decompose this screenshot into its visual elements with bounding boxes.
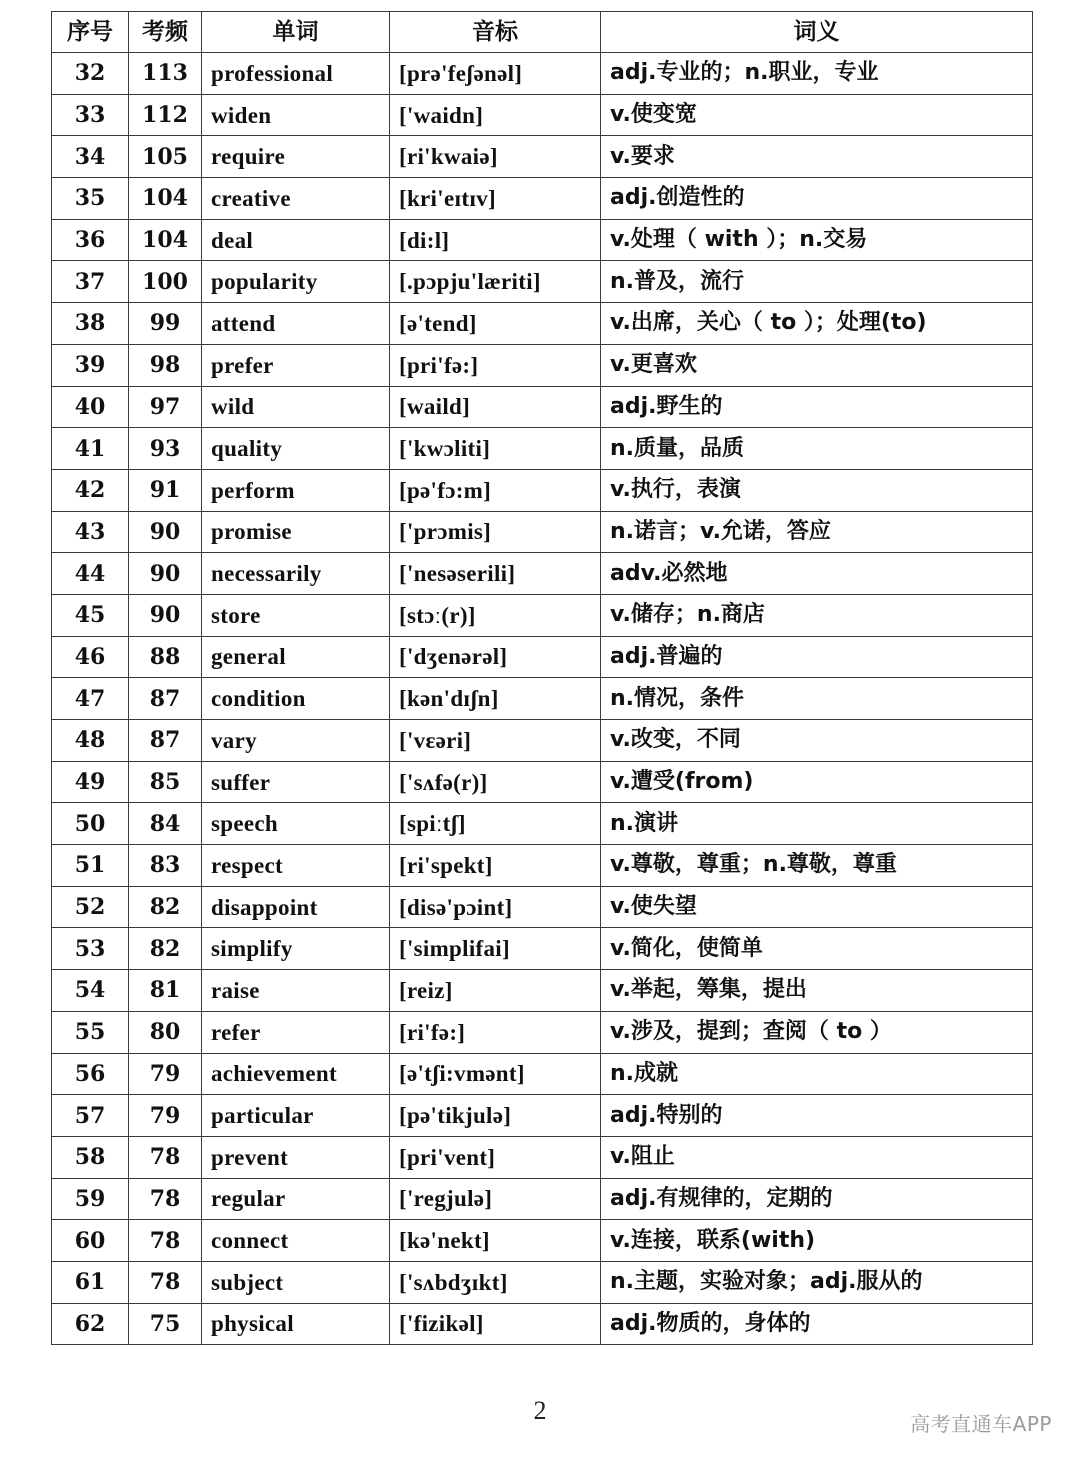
table-row xyxy=(52,178,1033,220)
cell-phonetic: [ə'tʃi:vmənt] xyxy=(390,1053,601,1095)
cell-meaning: v.处理（ with ）；n.交易 xyxy=(601,219,1033,261)
cell-meaning: v.使失望 xyxy=(601,886,1033,928)
table-row xyxy=(52,344,1033,386)
cell-word: particular xyxy=(202,1095,390,1137)
table-row xyxy=(52,761,1033,803)
cell-meaning: v.使变宽 xyxy=(601,94,1033,136)
cell-index: 57 xyxy=(52,1095,129,1137)
cell-index: 39 xyxy=(52,344,129,386)
cell-word: simplify xyxy=(202,928,390,970)
cell-frequency: 91 xyxy=(129,469,202,511)
cell-phonetic: ['nesəserili] xyxy=(390,553,601,595)
cell-phonetic: [pri'vent] xyxy=(390,1136,601,1178)
cell-meaning: n.成就 xyxy=(601,1053,1033,1095)
cell-frequency: 90 xyxy=(129,553,202,595)
cell-frequency: 78 xyxy=(129,1178,202,1220)
cell-index: 58 xyxy=(52,1136,129,1178)
cell-word: prevent xyxy=(202,1136,390,1178)
cell-word: quality xyxy=(202,428,390,470)
cell-index: 42 xyxy=(52,469,129,511)
watermark-text: 高考直通车APP xyxy=(910,1412,1052,1436)
cell-word: deal xyxy=(202,219,390,261)
cell-phonetic: [ri'spekt] xyxy=(390,845,601,887)
cell-index: 59 xyxy=(52,1178,129,1220)
header-row xyxy=(52,12,1033,53)
cell-frequency: 98 xyxy=(129,344,202,386)
cell-meaning: n.情况，条件 xyxy=(601,678,1033,720)
table-row xyxy=(52,928,1033,970)
cell-frequency: 82 xyxy=(129,928,202,970)
cell-meaning: adj.特别的 xyxy=(601,1095,1033,1137)
cell-word: refer xyxy=(202,1011,390,1053)
cell-word: respect xyxy=(202,845,390,887)
cell-meaning: v.要求 xyxy=(601,136,1033,178)
cell-phonetic: [ri'kwaiə] xyxy=(390,136,601,178)
table-row xyxy=(52,845,1033,887)
table-row xyxy=(52,803,1033,845)
cell-frequency: 105 xyxy=(129,136,202,178)
vocabulary-table xyxy=(51,11,1033,1345)
table-row xyxy=(52,1011,1033,1053)
cell-phonetic: ['vɛəri] xyxy=(390,720,601,762)
table-row xyxy=(52,970,1033,1012)
cell-meaning: v.更喜欢 xyxy=(601,344,1033,386)
cell-meaning: v.储存；n.商店 xyxy=(601,594,1033,636)
cell-frequency: 79 xyxy=(129,1053,202,1095)
cell-meaning: v.执行，表演 xyxy=(601,469,1033,511)
cell-phonetic: ['regjulə] xyxy=(390,1178,601,1220)
cell-index: 41 xyxy=(52,428,129,470)
table-row xyxy=(52,594,1033,636)
cell-meaning: v.改变，不同 xyxy=(601,720,1033,762)
cell-meaning: v.阻止 xyxy=(601,1136,1033,1178)
cell-frequency: 99 xyxy=(129,303,202,345)
cell-phonetic: ['prɔmis] xyxy=(390,511,601,553)
cell-word: creative xyxy=(202,178,390,220)
cell-meaning: n.主题，实验对象；adj.服从的 xyxy=(601,1261,1033,1303)
cell-meaning: adj.专业的；n.职业，专业 xyxy=(601,53,1033,95)
cell-index: 34 xyxy=(52,136,129,178)
cell-index: 50 xyxy=(52,803,129,845)
cell-word: promise xyxy=(202,511,390,553)
cell-word: subject xyxy=(202,1261,390,1303)
cell-index: 43 xyxy=(52,511,129,553)
cell-word: achievement xyxy=(202,1053,390,1095)
cell-frequency: 75 xyxy=(129,1303,202,1345)
table-row xyxy=(52,1303,1033,1345)
cell-word: condition xyxy=(202,678,390,720)
header-word: 单词 xyxy=(202,12,390,53)
cell-index: 35 xyxy=(52,178,129,220)
cell-meaning: adv.必然地 xyxy=(601,553,1033,595)
cell-index: 55 xyxy=(52,1011,129,1053)
cell-frequency: 84 xyxy=(129,803,202,845)
cell-index: 54 xyxy=(52,970,129,1012)
table-row xyxy=(52,53,1033,95)
cell-index: 44 xyxy=(52,553,129,595)
cell-phonetic: ['kwɔliti] xyxy=(390,428,601,470)
cell-meaning: adj.创造性的 xyxy=(601,178,1033,220)
cell-frequency: 83 xyxy=(129,845,202,887)
cell-index: 61 xyxy=(52,1261,129,1303)
cell-phonetic: [waild] xyxy=(390,386,601,428)
cell-phonetic: [prə'feʃənəl] xyxy=(390,53,601,95)
table-row xyxy=(52,261,1033,303)
cell-index: 38 xyxy=(52,303,129,345)
cell-meaning: n.演讲 xyxy=(601,803,1033,845)
cell-frequency: 80 xyxy=(129,1011,202,1053)
table-body xyxy=(52,53,1033,1345)
cell-frequency: 88 xyxy=(129,636,202,678)
cell-meaning: n.普及，流行 xyxy=(601,261,1033,303)
table-row xyxy=(52,469,1033,511)
cell-phonetic: [stɔː(r)] xyxy=(390,594,601,636)
cell-word: connect xyxy=(202,1220,390,1262)
cell-index: 52 xyxy=(52,886,129,928)
cell-word: widen xyxy=(202,94,390,136)
cell-meaning: v.出席，关心（ to ）；处理(to) xyxy=(601,303,1033,345)
header-phonetic: 音标 xyxy=(390,12,601,53)
table-row xyxy=(52,1095,1033,1137)
cell-index: 37 xyxy=(52,261,129,303)
cell-frequency: 112 xyxy=(129,94,202,136)
cell-index: 48 xyxy=(52,720,129,762)
cell-meaning: v.遭受(from) xyxy=(601,761,1033,803)
cell-index: 36 xyxy=(52,219,129,261)
cell-frequency: 100 xyxy=(129,261,202,303)
cell-frequency: 87 xyxy=(129,720,202,762)
header-index: 序号 xyxy=(52,12,129,53)
cell-word: speech xyxy=(202,803,390,845)
cell-word: suffer xyxy=(202,761,390,803)
cell-word: vary xyxy=(202,720,390,762)
cell-phonetic: ['sʌfə(r)] xyxy=(390,761,601,803)
cell-frequency: 81 xyxy=(129,970,202,1012)
cell-meaning: adj.物质的，身体的 xyxy=(601,1303,1033,1345)
cell-index: 32 xyxy=(52,53,129,95)
cell-frequency: 85 xyxy=(129,761,202,803)
cell-phonetic: [di:l] xyxy=(390,219,601,261)
cell-phonetic: [kri'eɪtɪv] xyxy=(390,178,601,220)
cell-index: 51 xyxy=(52,845,129,887)
cell-word: perform xyxy=(202,469,390,511)
table-row xyxy=(52,386,1033,428)
cell-meaning: n.诺言；v.允诺，答应 xyxy=(601,511,1033,553)
cell-phonetic: [ə'tend] xyxy=(390,303,601,345)
table-row xyxy=(52,1178,1033,1220)
cell-meaning: v.连接，联系(with) xyxy=(601,1220,1033,1262)
cell-index: 53 xyxy=(52,928,129,970)
table-row xyxy=(52,636,1033,678)
cell-index: 45 xyxy=(52,594,129,636)
table-row xyxy=(52,553,1033,595)
cell-phonetic: [pə'fɔ:m] xyxy=(390,469,601,511)
cell-word: store xyxy=(202,594,390,636)
header-frequency: 考频 xyxy=(129,12,202,53)
cell-word: raise xyxy=(202,970,390,1012)
table-row xyxy=(52,428,1033,470)
cell-word: require xyxy=(202,136,390,178)
cell-frequency: 78 xyxy=(129,1136,202,1178)
table-row xyxy=(52,886,1033,928)
table-row xyxy=(52,1053,1033,1095)
cell-index: 62 xyxy=(52,1303,129,1345)
table-row xyxy=(52,219,1033,261)
cell-index: 60 xyxy=(52,1220,129,1262)
cell-meaning: v.尊敬，尊重；n.尊敬，尊重 xyxy=(601,845,1033,887)
cell-word: professional xyxy=(202,53,390,95)
cell-frequency: 90 xyxy=(129,511,202,553)
cell-index: 46 xyxy=(52,636,129,678)
cell-frequency: 82 xyxy=(129,886,202,928)
cell-phonetic: [reiz] xyxy=(390,970,601,1012)
cell-word: prefer xyxy=(202,344,390,386)
table-row xyxy=(52,303,1033,345)
cell-index: 33 xyxy=(52,94,129,136)
table-row xyxy=(52,1261,1033,1303)
cell-index: 47 xyxy=(52,678,129,720)
table-row xyxy=(52,1220,1033,1262)
cell-phonetic: [.pɔpju'læriti] xyxy=(390,261,601,303)
cell-word: general xyxy=(202,636,390,678)
cell-phonetic: [ri'fə:] xyxy=(390,1011,601,1053)
cell-meaning: adj.野生的 xyxy=(601,386,1033,428)
cell-phonetic: ['fizikəl] xyxy=(390,1303,601,1345)
cell-frequency: 87 xyxy=(129,678,202,720)
cell-meaning: v.举起，筹集，提出 xyxy=(601,970,1033,1012)
cell-phonetic: ['dʒenərəl] xyxy=(390,636,601,678)
cell-phonetic: [pri'fə:] xyxy=(390,344,601,386)
table-row xyxy=(52,1136,1033,1178)
cell-word: wild xyxy=(202,386,390,428)
cell-word: necessarily xyxy=(202,553,390,595)
cell-word: popularity xyxy=(202,261,390,303)
cell-index: 49 xyxy=(52,761,129,803)
cell-index: 40 xyxy=(52,386,129,428)
header-meaning: 词义 xyxy=(601,12,1033,53)
cell-frequency: 78 xyxy=(129,1220,202,1262)
cell-phonetic: [disə'pɔint] xyxy=(390,886,601,928)
cell-meaning: n.质量，品质 xyxy=(601,428,1033,470)
cell-phonetic: ['sʌbdʒɪkt] xyxy=(390,1261,601,1303)
table-header xyxy=(52,12,1033,53)
cell-frequency: 93 xyxy=(129,428,202,470)
cell-frequency: 97 xyxy=(129,386,202,428)
cell-frequency: 78 xyxy=(129,1261,202,1303)
cell-phonetic: ['simplifai] xyxy=(390,928,601,970)
cell-meaning: v.涉及，提到；查阅（ to ） xyxy=(601,1011,1033,1053)
page-number: 2 xyxy=(533,1396,547,1425)
cell-phonetic: [kə'nekt] xyxy=(390,1220,601,1262)
cell-meaning: adj.有规律的，定期的 xyxy=(601,1178,1033,1220)
cell-frequency: 113 xyxy=(129,53,202,95)
table-row xyxy=(52,720,1033,762)
cell-frequency: 90 xyxy=(129,594,202,636)
cell-word: disappoint xyxy=(202,886,390,928)
cell-phonetic: [pə'tikjulə] xyxy=(390,1095,601,1137)
table-row xyxy=(52,511,1033,553)
table-row xyxy=(52,94,1033,136)
cell-frequency: 104 xyxy=(129,178,202,220)
cell-phonetic: [spiːtʃ] xyxy=(390,803,601,845)
cell-phonetic: [kən'dɪʃn] xyxy=(390,678,601,720)
cell-frequency: 104 xyxy=(129,219,202,261)
cell-meaning: v.简化，使简单 xyxy=(601,928,1033,970)
cell-index: 56 xyxy=(52,1053,129,1095)
cell-phonetic: ['waidn] xyxy=(390,94,601,136)
table-row xyxy=(52,136,1033,178)
cell-word: regular xyxy=(202,1178,390,1220)
table-row xyxy=(52,678,1033,720)
cell-word: attend xyxy=(202,303,390,345)
cell-frequency: 79 xyxy=(129,1095,202,1137)
cell-word: physical xyxy=(202,1303,390,1345)
cell-meaning: adj.普遍的 xyxy=(601,636,1033,678)
